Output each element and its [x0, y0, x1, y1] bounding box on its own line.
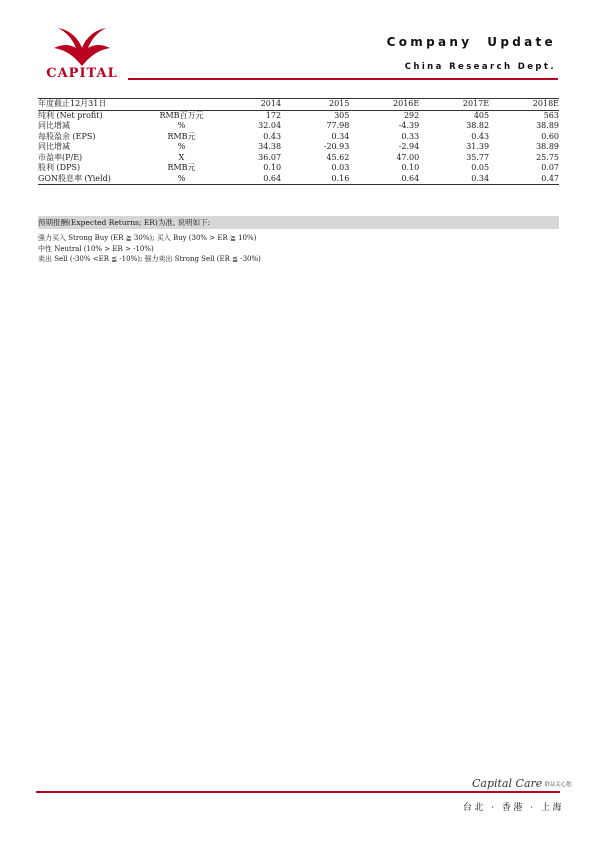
row-unit: X [178, 152, 185, 162]
column-header: 2018E [532, 99, 559, 108]
table-row [38, 110, 559, 121]
row-unit: RMB元 [167, 163, 196, 172]
cell-value: 32.04 [258, 121, 282, 130]
department-subtitle: China Research Dept. [404, 62, 556, 72]
row-label: 同比增减 [38, 142, 70, 151]
eagle-logo-icon [36, 26, 128, 68]
cell-value: -2.94 [398, 142, 420, 151]
footer-cities: 台北 · 香港 · 上海 [462, 803, 564, 813]
row-label: 同比增减 [38, 121, 70, 130]
logo-wordmark: CAPITAL [46, 66, 118, 81]
row-label: GON股息率 (Yield) [38, 173, 111, 183]
row-unit: % [177, 121, 186, 130]
cell-value: 77.98 [326, 121, 350, 130]
cell-value: -4.39 [398, 121, 420, 130]
rating-definition-heading [38, 216, 559, 229]
table-row [38, 153, 559, 164]
cell-value: 563 [543, 110, 559, 120]
cell-value: 0.33 [401, 131, 420, 141]
rating-definitions [38, 233, 559, 265]
cell-value: 0.47 [541, 173, 559, 183]
cell-value: 31.39 [466, 142, 490, 151]
column-header [143, 99, 220, 111]
cell-value: 405 [473, 110, 490, 120]
cell-value: 34.38 [258, 142, 282, 151]
cell-value: 0.64 [401, 173, 420, 183]
table-row [38, 142, 559, 153]
rating-heading-text: 预期报酬(Expected Returns; ER)为准, 说明如下: [38, 218, 211, 227]
header-divider [128, 78, 558, 80]
cell-value: 25.75 [536, 152, 559, 162]
report-type-title: Company Update [386, 35, 556, 49]
cell-value: 0.10 [263, 163, 282, 172]
row-label: 每股盈余 (EPS) [38, 131, 96, 141]
rating-line: 强力买入 Strong Buy (ER ≧ 30%); 买入 Buy (30% > ER ≧ 10%) [38, 234, 257, 242]
cell-value: 38.89 [536, 121, 559, 130]
cell-value: 172 [265, 110, 282, 120]
column-header: 2017E [462, 99, 490, 108]
table-row [38, 174, 559, 185]
row-unit: % [177, 173, 186, 183]
cell-value: 0.34 [471, 173, 490, 183]
cell-value: 0.43 [263, 131, 282, 141]
cell-value: 0.64 [263, 173, 282, 183]
column-header: 2016E [393, 99, 420, 108]
column-header: 2015 [329, 99, 350, 108]
footer-brand-cn: 群益关心您 [544, 782, 572, 788]
table-header-row [38, 99, 559, 111]
row-label: 股利 (DPS) [38, 163, 81, 172]
cell-value: 0.05 [471, 163, 490, 172]
cell-value: 36.07 [258, 152, 282, 162]
cell-value: 292 [403, 110, 420, 120]
cell-value: 0.16 [331, 173, 350, 183]
row-unit: % [177, 142, 186, 151]
column-header: 年度截止12月31日 [38, 99, 107, 108]
cell-value: 0.34 [331, 131, 350, 141]
table-row [38, 121, 559, 132]
cell-value: 0.10 [401, 163, 420, 172]
footer-divider [36, 791, 560, 793]
cell-value: 45.62 [326, 152, 350, 162]
cell-value: 0.03 [331, 163, 350, 172]
cell-value: 38.82 [466, 121, 490, 130]
row-label: 市盈率(P/E) [38, 152, 83, 162]
cell-value: 35.77 [466, 152, 490, 162]
financial-summary-table [38, 98, 559, 185]
rating-line: 卖出 Sell (-30% <ER ≦ -10%); 强力卖出 Strong Sell (ER ≦ -30%) [38, 255, 261, 263]
rating-line: 中性 Neutral (10% > ER > -10%) [38, 244, 154, 253]
cell-value: 47.00 [396, 152, 420, 162]
cell-value: 0.60 [541, 131, 559, 141]
cell-value: 305 [334, 110, 350, 120]
row-unit: RMB元 [167, 131, 196, 141]
row-unit: RMB百万元 [159, 110, 204, 120]
row-label: 纯利 (Net profit) [38, 110, 103, 120]
footer-brand-script: Capital Care [472, 777, 543, 790]
column-header: 2014 [260, 99, 282, 108]
cell-value: 38.89 [536, 142, 559, 151]
cell-value: -20.93 [323, 142, 350, 151]
table-row [38, 132, 559, 143]
cell-value: 0.43 [471, 131, 490, 141]
table-row [38, 163, 559, 174]
cell-value: 0.07 [541, 163, 559, 172]
